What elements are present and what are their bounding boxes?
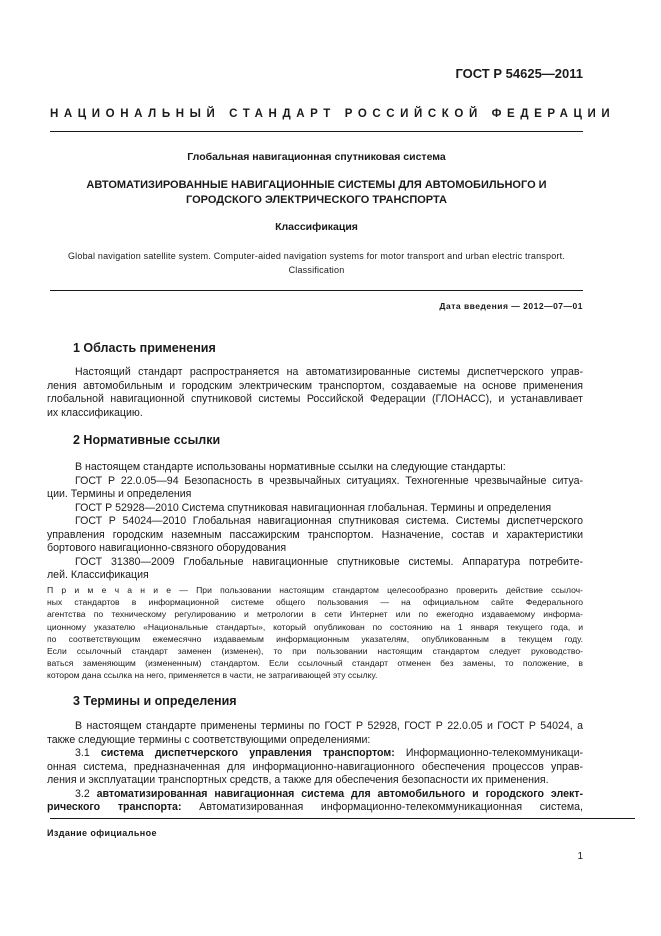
document-subtitle: Глобальная навигационная спутниковая система [187,151,446,163]
text-line: В настоящем стандарте использованы нормативные ссылки на следующие стандарты: [75,461,506,473]
note-line: П р и м е ч а н и е — При пользовании настоящим стандартом целесообразно проверить действие ссылоч- [47,585,583,595]
note-line: котором дана ссылка на него, применяется в части, не затрагивающей эту ссылку. [47,670,378,681]
reference-line: ГОСТ Р 52928—2010 Система спутниковая навигационная глобальная. Термины и определения [75,501,552,514]
english-title-line: Global navigation satellite system. Computer-aided navigation systems for motor transport and urban electric transport. [67,251,566,261]
edition-label: Издание официальное [47,828,157,838]
text-line: глобальной навигационной спутниковой системы Российской Федерации (ГЛОНАСС), и устанавливает [47,393,583,405]
note-line: агентства по техническому регулированию и метрологии в сети Интернет или по ежегодно издаваемому информа- [47,609,583,620]
note-line: Если ссылочный стандарт заменен (изменен), то при пользовании настоящим стандартом следует руководство- [47,646,583,657]
note-label: П р и м е ч а н и е [47,585,172,595]
document-number: ГОСТ Р 54625—2011 [455,66,583,81]
footer-rule [50,818,635,819]
text-line: их классификацию. [47,406,143,419]
note-line: по соответствующим ежемесячно издаваемым информационным указателям, опубликованным в текущем году. [47,633,583,644]
note-block [47,584,583,682]
title-line: АВТОМАТИЗИРОВАННЫЕ НАВИГАЦИОННЫЕ СИСТЕМЫ ДЛЯ АВТОМОБИЛЬНОГО И [86,179,547,191]
term-line: рического транспорта: Автоматизированная информационно-телекоммуникационная система, [47,801,583,813]
term-name: рического транспорта: [47,801,182,813]
section-3-heading: 3 Термины и определения [73,694,237,708]
section-1-text [47,366,583,420]
term-line: 3.2 автоматизированная навигационная система для автомобильного и городского элект- [75,787,583,800]
term-name: система диспетчерского управления транспортом: [100,747,395,759]
page-number: 1 [577,851,583,862]
reference-line: ГОСТ 31380—2009 Глобальные навигационные спутниковые системы. Аппаратура потребите- [75,555,583,568]
title-line: ГОРОДСКОГО ЭЛЕКТРИЧЕСКОГО ТРАНСПОРТА [186,194,447,206]
text-line: Настоящий стандарт распространяется на автоматизированные системы диспетчерского управ- [75,366,583,378]
text-line: В настоящем стандарте применены термины по ГОСТ Р 52928, ГОСТ Р 22.0.05 и ГОСТ Р 54024, а [75,720,583,732]
note-line: ционному указателю «Национальные стандарты», который опубликован по состоянию на 1 января текущего года, и [47,621,583,632]
section-1-heading: 1 Область применения [73,341,216,355]
term-name: автоматизированная навигационная система для автомобильного и городского элект- [96,787,583,800]
term-line: 3.1 система диспетчерского управления транспортом: Информационно-телекоммуникаци- [75,747,584,759]
section-2-heading: 2 Нормативные ссылки [73,433,221,447]
term-line: ления и эксплуатации транспортных средств, а также для обеспечения безопасности их применения. [47,774,549,786]
note-line: ваться заменяющим (измененным) стандартом. Если ссылочный стандарт отменен без замены, то положение, в [47,658,583,669]
section-3-text [47,720,583,815]
reference-line: ции. Термины и определения [47,488,192,500]
classification-heading: Классификация [275,221,358,233]
title-rule [50,290,583,291]
reference-line: ГОСТ Р 54024—2010 Глобальная навигационная спутниковая система. Системы диспетчерского [75,515,583,527]
reference-line: ГОСТ Р 22.0.05—94 Безопасность в чрезвычайных ситуациях. Техногенные чрезвычайные ситуа- [75,474,583,487]
term-line: онная система, предназначенная для информационно-навигационного обеспечения процессов управ- [47,760,583,773]
introduction-date: Дата введения — 2012—07—01 [439,301,583,311]
reference-line: управления городским наземным пассажирским транспортом. Назначение, состав и характеристики [47,528,583,541]
reference-line: лей. Классификация [47,569,149,581]
text-line: также следующие термины с соответствующими определениями: [47,733,371,746]
note-line: ных стандартов в информационной системе общего пользования — на официальном сайте Федерального [47,597,583,608]
english-title [44,249,589,277]
header-rule [50,131,583,132]
document-title [50,178,583,208]
national-standard-banner: НАЦИОНАЛЬНЫЙ СТАНДАРТ РОССИЙСКОЙ ФЕДЕРАЦИИ [50,108,616,120]
english-title-line: Classification [288,265,345,275]
section-2-text [47,461,583,583]
reference-line: бортового навигационно-связного оборудования [47,542,287,554]
text-line: ления автомобильным и городским электрическим транспортом, создаваемые на основе применения [47,379,583,392]
